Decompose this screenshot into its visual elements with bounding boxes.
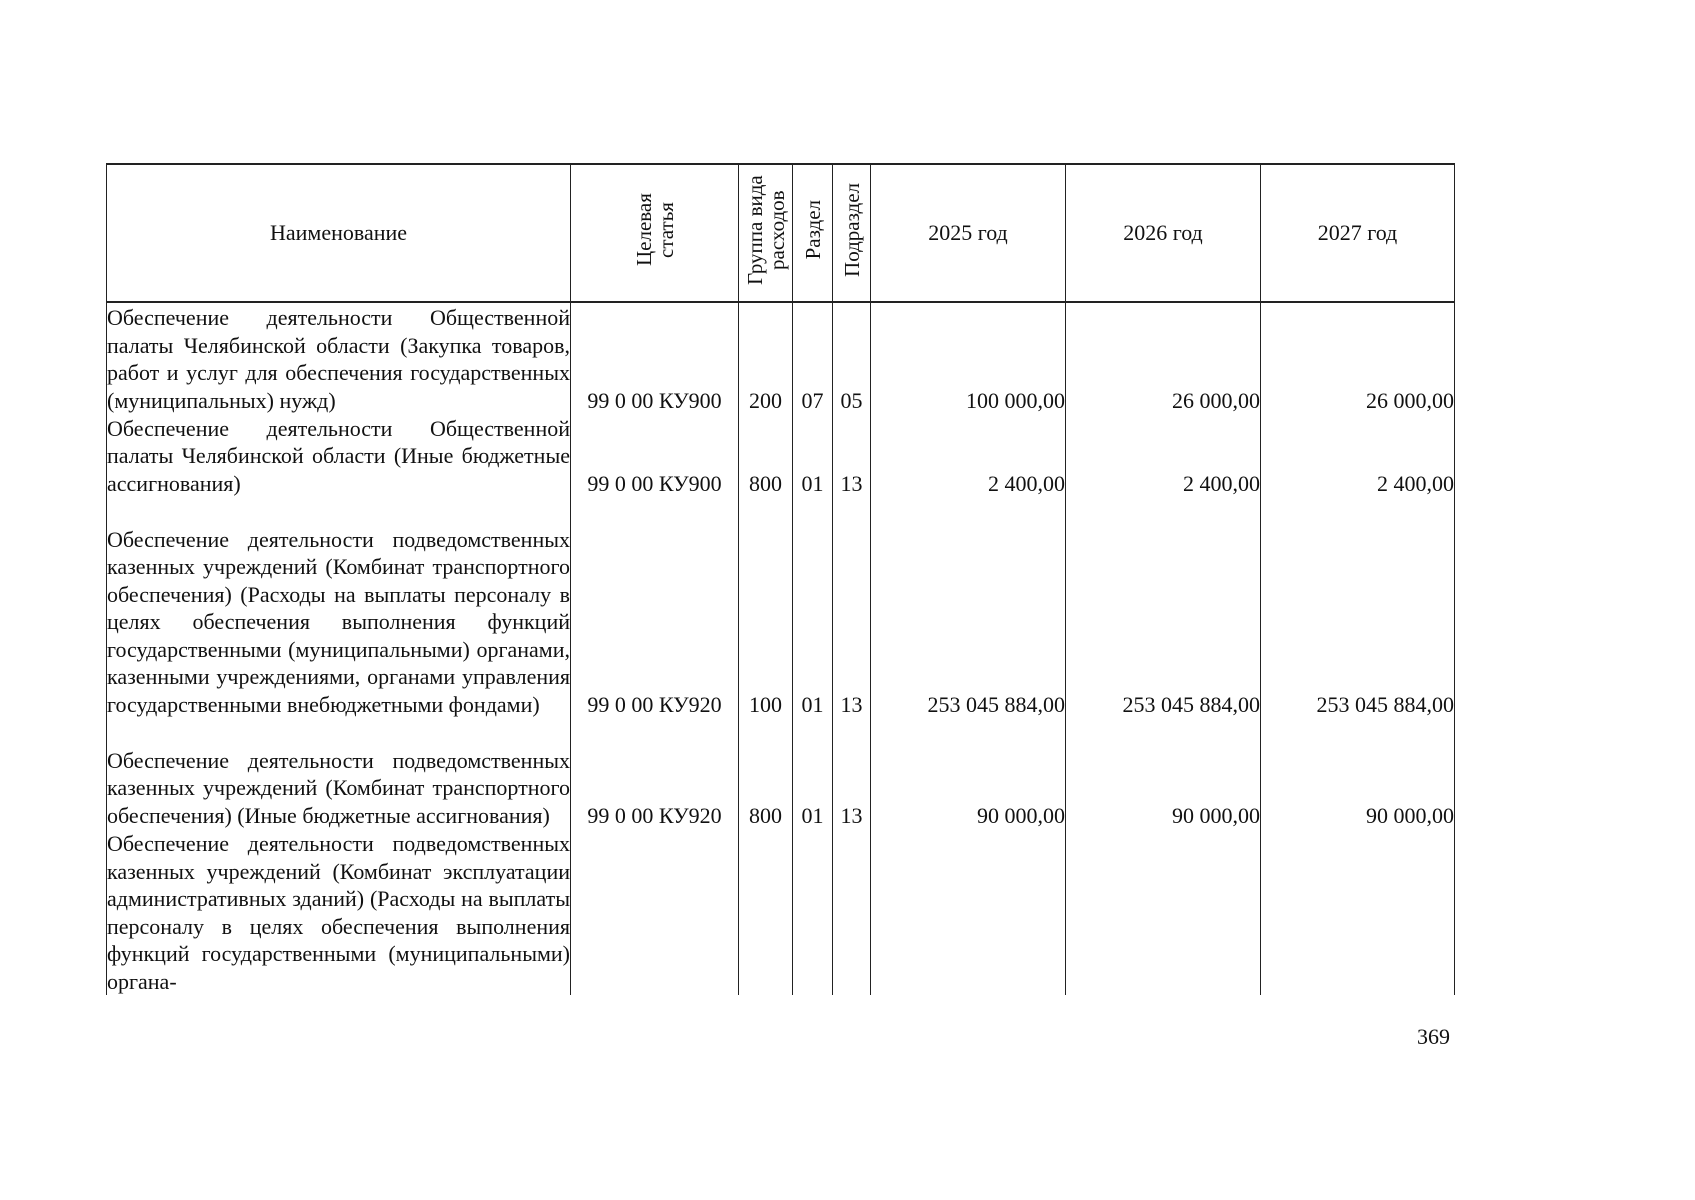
row-amount-2027: 90 000,00 xyxy=(1261,718,1455,829)
row-name: Обеспечение деятельности подведомственных казенных учреждений (Комбинат транспортного обеспечения) (Расходы на выплаты персоналу в целях обеспечения выполнения функций государственными (муниципальными) органами, казенными учреждениями, органами управления государственными внебюджетными фондами) xyxy=(107,497,571,718)
header-subsection: Подраздел xyxy=(833,164,871,302)
row-name: Обеспечение деятельности подведомственных казенных учреждений (Комбинат эксплуатации административных зданий) (Расходы на выплаты персоналу в целях обеспечения выполнения функций государственными (муниципальными) органа- xyxy=(107,831,570,994)
table-row xyxy=(107,497,1455,718)
row-expense-group: 200 xyxy=(739,302,793,414)
row-expense-group xyxy=(739,829,793,995)
row-amount-2025: 100 000,00 xyxy=(871,302,1066,414)
header-year-2027: 2027 год xyxy=(1261,164,1455,302)
row-target-article: 99 0 00 КУ920 xyxy=(571,718,739,829)
row-section: 01 xyxy=(793,414,833,497)
header-target-article: Целевая статья xyxy=(571,164,739,302)
row-subsection: 13 xyxy=(833,497,871,718)
table-row xyxy=(107,414,1455,497)
row-subsection: 05 xyxy=(833,302,871,414)
row-amount-2025 xyxy=(871,829,1066,995)
row-expense-group: 800 xyxy=(739,718,793,829)
row-subsection xyxy=(833,829,871,995)
page-number: 369 xyxy=(1417,1024,1450,1049)
row-amount-2026 xyxy=(1066,829,1261,995)
row-subsection: 13 xyxy=(833,414,871,497)
row-amount-2026: 26 000,00 xyxy=(1066,302,1261,414)
row-target-article: 99 0 00 КУ900 xyxy=(571,414,739,497)
row-section: 07 xyxy=(793,302,833,414)
table-row xyxy=(107,718,1455,829)
table-header-row xyxy=(107,164,1455,302)
row-subsection: 13 xyxy=(833,718,871,829)
row-target-article: 99 0 00 КУ900 xyxy=(571,302,739,414)
row-amount-2025: 90 000,00 xyxy=(871,718,1066,829)
row-amount-2027 xyxy=(1261,829,1455,995)
row-section xyxy=(793,829,833,995)
row-section: 01 xyxy=(793,718,833,829)
header-year-2026: 2026 год xyxy=(1066,164,1261,302)
row-amount-2025: 2 400,00 xyxy=(871,414,1066,497)
table-row xyxy=(107,302,1455,414)
row-target-article xyxy=(571,829,739,995)
row-amount-2026: 90 000,00 xyxy=(1066,718,1261,829)
row-amount-2025: 253 045 884,00 xyxy=(871,497,1066,718)
row-name: Обеспечение деятельности Общественной палаты Челябинской области (Иные бюджетные ассигнования) xyxy=(107,415,570,496)
header-section: Раздел xyxy=(793,164,833,302)
row-amount-2027: 253 045 884,00 xyxy=(1261,497,1455,718)
row-amount-2026: 2 400,00 xyxy=(1066,414,1261,497)
row-expense-group: 800 xyxy=(739,414,793,497)
header-year-2025: 2025 год xyxy=(871,164,1066,302)
row-section: 01 xyxy=(793,497,833,718)
header-expense-group: Группа вида расходов xyxy=(739,164,793,302)
row-amount-2027: 2 400,00 xyxy=(1261,414,1455,497)
budget-table xyxy=(106,163,1455,995)
table-row xyxy=(107,829,1455,995)
row-amount-2027: 26 000,00 xyxy=(1261,302,1455,414)
row-name: Обеспечение деятельности подведомственных казенных учреждений (Комбинат транспортного обеспечения) (Иные бюджетные ассигнования) xyxy=(107,718,571,829)
row-amount-2026: 253 045 884,00 xyxy=(1066,497,1261,718)
row-expense-group: 100 xyxy=(739,497,793,718)
row-target-article: 99 0 00 КУ920 xyxy=(571,497,739,718)
header-name: Наименование xyxy=(107,164,571,302)
row-name: Обеспечение деятельности Общественной палаты Челябинской области (Закупка товаров, работ и услуг для обеспечения государственных (муниципальных) нужд) xyxy=(107,302,571,414)
